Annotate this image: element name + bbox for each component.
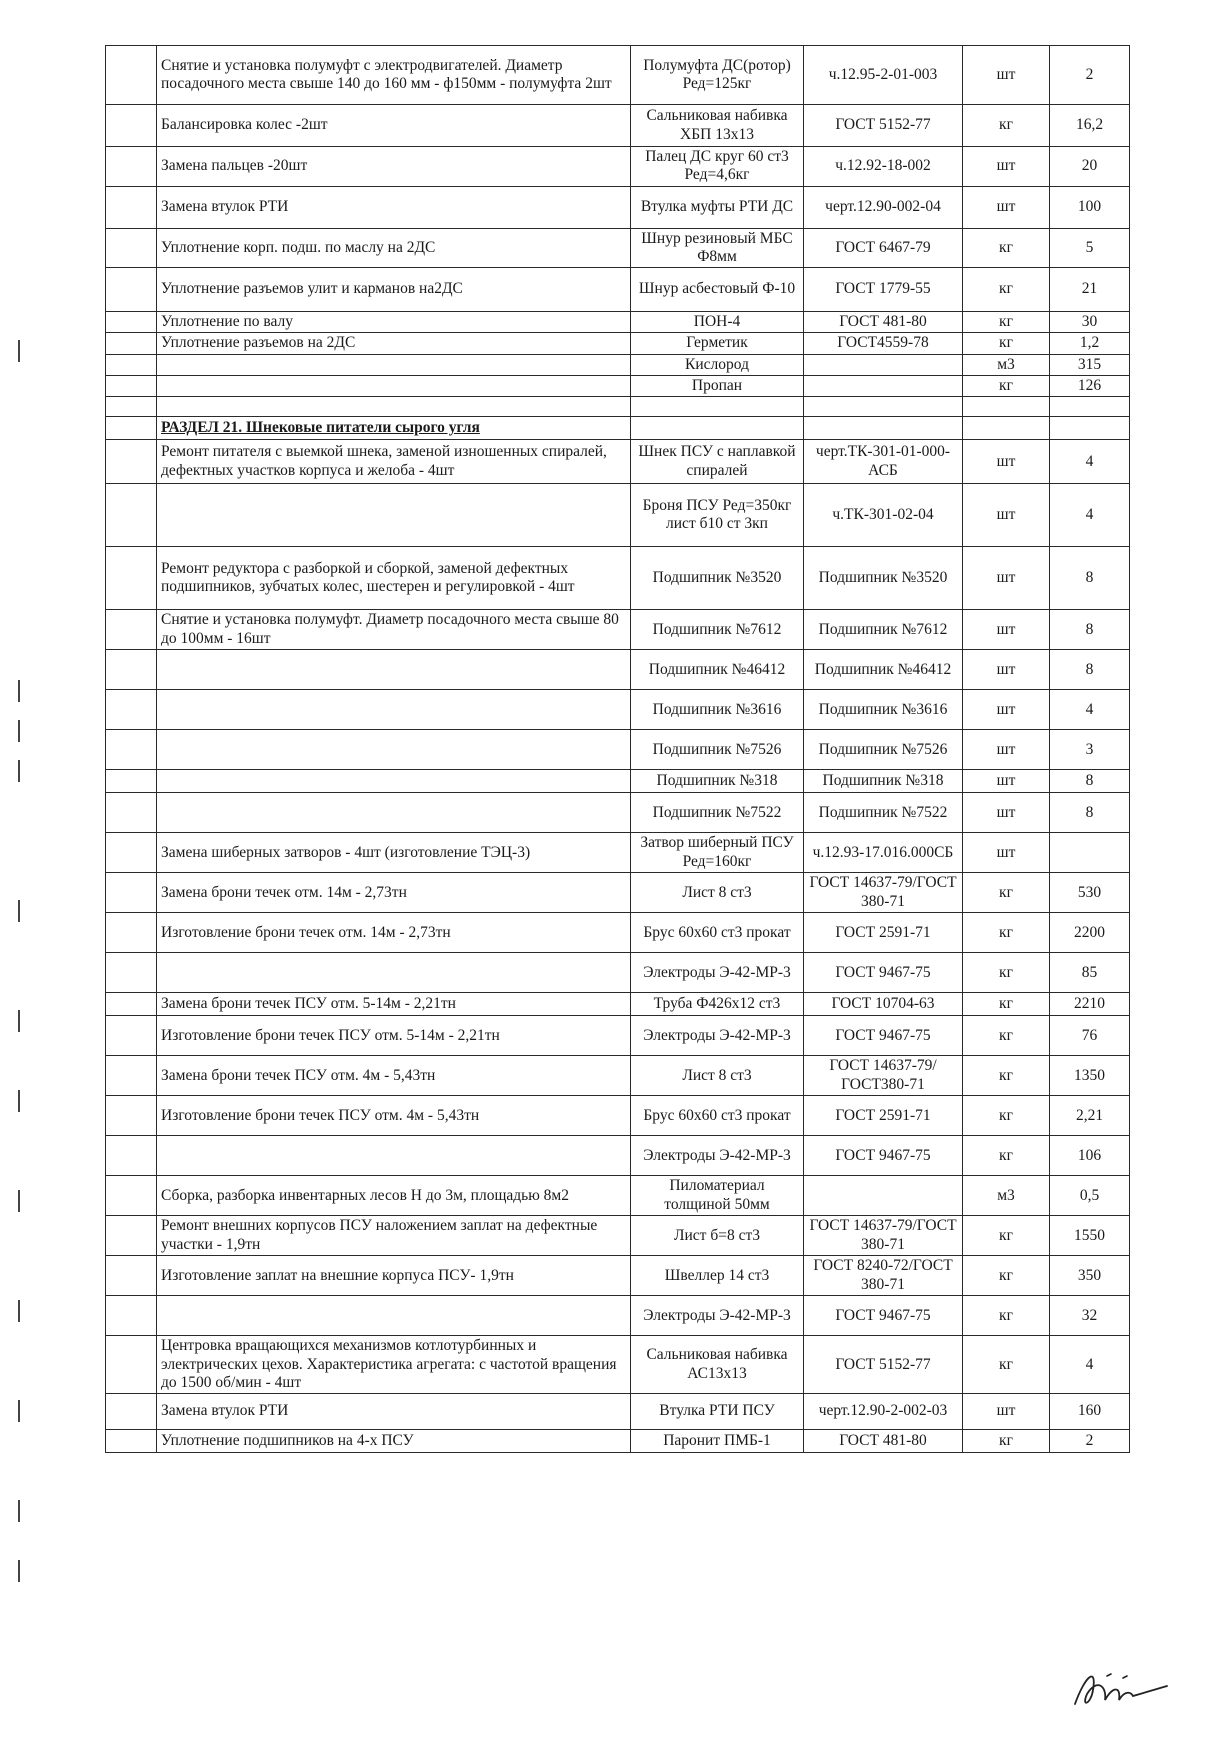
table-row <box>106 147 1130 187</box>
work-description: Ремонт питателя с выемкой шнека, заменой изношенных спиралей, дефектных участков корпуса и желоба - 4шт <box>157 440 631 484</box>
row-number-cell <box>106 484 157 547</box>
work-description <box>157 770 631 793</box>
table-row <box>106 913 1130 953</box>
row-number-cell <box>106 1256 157 1296</box>
table-row <box>106 770 1130 793</box>
table-row <box>106 417 1130 440</box>
quantity-value: 1550 <box>1050 1216 1130 1256</box>
standard-reference: ГОСТ 14637-79/ГОСТ 380-71 <box>804 1216 963 1256</box>
quantity-value: 16,2 <box>1050 105 1130 147</box>
quantity-value: 2210 <box>1050 993 1130 1016</box>
standard-reference: ГОСТ 9467-75 <box>804 953 963 993</box>
work-description: Уплотнение разъемов улит и карманов на2ДС <box>157 268 631 312</box>
standard-reference: Подшипник №3520 <box>804 547 963 610</box>
unit-of-measure: шт <box>963 1394 1050 1430</box>
row-number-cell <box>106 1216 157 1256</box>
table-row <box>106 228 1130 268</box>
row-number-cell <box>106 147 157 187</box>
quantity-value: 8 <box>1050 547 1130 610</box>
material-name: Втулка муфты РТИ ДС <box>631 186 804 228</box>
work-description: Уплотнение разъемов на 2ДС <box>157 333 631 354</box>
row-number-cell <box>106 312 157 333</box>
quantity-value: 20 <box>1050 147 1130 187</box>
table-row <box>106 1336 1130 1394</box>
work-description: Ремонт редуктора с разборкой и сборкой, заменой дефектных подшипников, зубчатых колес, шестерен и регулировкой - 4шт <box>157 547 631 610</box>
table-row <box>106 1096 1130 1136</box>
material-name: Труба Ф426х12 ст3 <box>631 993 804 1016</box>
standard-reference: ГОСТ 9467-75 <box>804 1016 963 1056</box>
row-number-cell <box>106 770 157 793</box>
quantity-value: 4 <box>1050 690 1130 730</box>
unit-of-measure: шт <box>963 186 1050 228</box>
work-description: Уплотнение корп. подш. по маслу на 2ДС <box>157 228 631 268</box>
quantity-value: 2,21 <box>1050 1096 1130 1136</box>
unit-of-measure: кг <box>963 953 1050 993</box>
material-name: Подшипник №3616 <box>631 690 804 730</box>
table-row <box>106 1430 1130 1453</box>
material-name <box>631 397 804 417</box>
unit-of-measure: шт <box>963 833 1050 873</box>
work-description: Замена брони течек ПСУ отм. 5-14м - 2,21тн <box>157 993 631 1016</box>
table-row <box>106 46 1130 105</box>
works-table <box>105 45 1130 1453</box>
quantity-value: 32 <box>1050 1296 1130 1336</box>
work-description <box>157 793 631 833</box>
quantity-value <box>1050 417 1130 440</box>
binding-margin-marks <box>0 0 30 1744</box>
row-number-cell <box>106 186 157 228</box>
unit-of-measure: шт <box>963 440 1050 484</box>
standard-reference: ч.12.93-17.016.000СБ <box>804 833 963 873</box>
unit-of-measure: кг <box>963 375 1050 396</box>
work-description <box>157 397 631 417</box>
unit-of-measure: шт <box>963 147 1050 187</box>
work-description: Изготовление заплат на внешние корпуса ПСУ- 1,9тн <box>157 1256 631 1296</box>
standard-reference: черт.ТК-301-01-000-АСБ <box>804 440 963 484</box>
material-name: Шнур резиновый МБС Ф8мм <box>631 228 804 268</box>
standard-reference: Подшипник №7522 <box>804 793 963 833</box>
material-name: ПОН-4 <box>631 312 804 333</box>
unit-of-measure: кг <box>963 873 1050 913</box>
table-row <box>106 105 1130 147</box>
table-row <box>106 397 1130 417</box>
unit-of-measure: шт <box>963 610 1050 650</box>
quantity-value: 0,5 <box>1050 1176 1130 1216</box>
quantity-value: 76 <box>1050 1016 1130 1056</box>
row-number-cell <box>106 993 157 1016</box>
quantity-value: 8 <box>1050 793 1130 833</box>
row-number-cell <box>106 1056 157 1096</box>
material-name: Паронит ПМБ-1 <box>631 1430 804 1453</box>
unit-of-measure: кг <box>963 105 1050 147</box>
unit-of-measure: кг <box>963 1016 1050 1056</box>
standard-reference: Подшипник №7612 <box>804 610 963 650</box>
standard-reference: ГОСТ 6467-79 <box>804 228 963 268</box>
quantity-value: 100 <box>1050 186 1130 228</box>
standard-reference: Подшипник №318 <box>804 770 963 793</box>
quantity-value <box>1050 833 1130 873</box>
row-number-cell <box>106 1136 157 1176</box>
material-name: Подшипник №318 <box>631 770 804 793</box>
standard-reference: ГОСТ 9467-75 <box>804 1296 963 1336</box>
signature-mark <box>1067 1656 1177 1716</box>
unit-of-measure: м3 <box>963 354 1050 375</box>
quantity-value <box>1050 397 1130 417</box>
row-number-cell <box>106 547 157 610</box>
unit-of-measure: шт <box>963 770 1050 793</box>
unit-of-measure <box>963 417 1050 440</box>
standard-reference: ГОСТ 2591-71 <box>804 913 963 953</box>
work-description: Замена втулок РТИ <box>157 186 631 228</box>
quantity-value: 8 <box>1050 770 1130 793</box>
row-number-cell <box>106 333 157 354</box>
table-row <box>106 1056 1130 1096</box>
row-number-cell <box>106 1430 157 1453</box>
unit-of-measure: кг <box>963 1336 1050 1394</box>
table-row <box>106 690 1130 730</box>
work-description: Изготовление брони течек ПСУ отм. 4м - 5,43тн <box>157 1096 631 1136</box>
material-name: Электроды Э-42-МР-3 <box>631 953 804 993</box>
standard-reference: ГОСТ 1779-55 <box>804 268 963 312</box>
material-name <box>631 417 804 440</box>
table-row <box>106 354 1130 375</box>
material-name: Шнек ПСУ с наплавкой спиралей <box>631 440 804 484</box>
table-row <box>106 440 1130 484</box>
unit-of-measure: кг <box>963 993 1050 1016</box>
material-name: Брус 60х60 ст3 прокат <box>631 1096 804 1136</box>
material-name: Брус 60х60 ст3 прокат <box>631 913 804 953</box>
work-description: Изготовление брони течек ПСУ отм. 5-14м - 2,21тн <box>157 1016 631 1056</box>
works-table-body <box>106 46 1130 1453</box>
table-row <box>106 793 1130 833</box>
material-name: Подшипник №7526 <box>631 730 804 770</box>
quantity-value: 126 <box>1050 375 1130 396</box>
work-description: Уплотнение подшипников на 4-х ПСУ <box>157 1430 631 1453</box>
unit-of-measure: шт <box>963 46 1050 105</box>
quantity-value: 2 <box>1050 46 1130 105</box>
table-row <box>106 375 1130 396</box>
quantity-value: 8 <box>1050 610 1130 650</box>
standard-reference: ГОСТ 5152-77 <box>804 1336 963 1394</box>
material-name: Сальниковая набивка ХБП 13х13 <box>631 105 804 147</box>
row-number-cell <box>106 730 157 770</box>
quantity-value: 315 <box>1050 354 1130 375</box>
row-number-cell <box>106 354 157 375</box>
unit-of-measure: кг <box>963 312 1050 333</box>
standard-reference: Подшипник №7526 <box>804 730 963 770</box>
row-number-cell <box>106 610 157 650</box>
row-number-cell <box>106 397 157 417</box>
row-number-cell <box>106 440 157 484</box>
row-number-cell <box>106 833 157 873</box>
table-row <box>106 312 1130 333</box>
row-number-cell <box>106 953 157 993</box>
unit-of-measure: кг <box>963 1256 1050 1296</box>
work-description <box>157 375 631 396</box>
work-description <box>157 354 631 375</box>
unit-of-measure: шт <box>963 793 1050 833</box>
material-name: Лист б=8 ст3 <box>631 1216 804 1256</box>
work-description: Снятие и установка полумуфт с электродвигателей. Диаметр посадочного места свыше 140 до 160 мм - ф150мм - полумуфта 2шт <box>157 46 631 105</box>
material-name: Лист 8 ст3 <box>631 873 804 913</box>
material-name: Шнур асбестовый Ф-10 <box>631 268 804 312</box>
standard-reference: Подшипник №3616 <box>804 690 963 730</box>
material-name: Подшипник №7522 <box>631 793 804 833</box>
quantity-value: 5 <box>1050 228 1130 268</box>
unit-of-measure: кг <box>963 1430 1050 1453</box>
work-description: Замена брони течек отм. 14м - 2,73тн <box>157 873 631 913</box>
unit-of-measure: кг <box>963 1096 1050 1136</box>
material-name: Пропан <box>631 375 804 396</box>
material-name: Швеллер 14 ст3 <box>631 1256 804 1296</box>
material-name: Лист 8 ст3 <box>631 1056 804 1096</box>
table-row <box>106 1016 1130 1056</box>
quantity-value: 21 <box>1050 268 1130 312</box>
row-number-cell <box>106 375 157 396</box>
work-description: Изготовление брони течек отм. 14м - 2,73тн <box>157 913 631 953</box>
unit-of-measure: шт <box>963 650 1050 690</box>
row-number-cell <box>106 913 157 953</box>
quantity-value: 85 <box>1050 953 1130 993</box>
row-number-cell <box>106 793 157 833</box>
material-name: Втулка РТИ ПСУ <box>631 1394 804 1430</box>
row-number-cell <box>106 268 157 312</box>
unit-of-measure: кг <box>963 268 1050 312</box>
table-row <box>106 730 1130 770</box>
standard-reference: ч.ТК-301-02-04 <box>804 484 963 547</box>
table-row <box>106 993 1130 1016</box>
table-row <box>106 610 1130 650</box>
unit-of-measure: шт <box>963 730 1050 770</box>
quantity-value: 3 <box>1050 730 1130 770</box>
table-row <box>106 484 1130 547</box>
standard-reference <box>804 417 963 440</box>
table-row <box>106 953 1130 993</box>
material-name: Затвор шиберный ПСУ Ред=160кг <box>631 833 804 873</box>
work-description: Снятие и установка полумуфт. Диаметр посадочного места свыше 80 до 100мм - 16шт <box>157 610 631 650</box>
row-number-cell <box>106 105 157 147</box>
unit-of-measure: кг <box>963 1056 1050 1096</box>
standard-reference <box>804 375 963 396</box>
work-description: Замена втулок РТИ <box>157 1394 631 1430</box>
material-name: Электроды Э-42-МР-3 <box>631 1136 804 1176</box>
document-sheet <box>105 45 1130 1453</box>
quantity-value: 2200 <box>1050 913 1130 953</box>
standard-reference: ч.12.92-18-002 <box>804 147 963 187</box>
work-description: Уплотнение по валу <box>157 312 631 333</box>
standard-reference: ГОСТ 14637-79/ГОСТ 380-71 <box>804 873 963 913</box>
work-description: Сборка, разборка инвентарных лесов Н до 3м, площадью 8м2 <box>157 1176 631 1216</box>
unit-of-measure: кг <box>963 913 1050 953</box>
standard-reference: ГОСТ 481-80 <box>804 1430 963 1453</box>
material-name: Сальниковая набивка АС13х13 <box>631 1336 804 1394</box>
row-number-cell <box>106 228 157 268</box>
standard-reference: ГОСТ4559-78 <box>804 333 963 354</box>
quantity-value: 1,2 <box>1050 333 1130 354</box>
quantity-value: 2 <box>1050 1430 1130 1453</box>
standard-reference: ГОСТ 5152-77 <box>804 105 963 147</box>
row-number-cell <box>106 1096 157 1136</box>
quantity-value: 1350 <box>1050 1056 1130 1096</box>
standard-reference: ГОСТ 481-80 <box>804 312 963 333</box>
standard-reference <box>804 354 963 375</box>
quantity-value: 4 <box>1050 440 1130 484</box>
work-description: Замена брони течек ПСУ отм. 4м - 5,43тн <box>157 1056 631 1096</box>
quantity-value: 350 <box>1050 1256 1130 1296</box>
row-number-cell <box>106 417 157 440</box>
row-number-cell <box>106 1336 157 1394</box>
material-name: Броня ПСУ Ред=350кг лист б10 ст 3кп <box>631 484 804 547</box>
material-name: Подшипник №7612 <box>631 610 804 650</box>
row-number-cell <box>106 1176 157 1216</box>
row-number-cell <box>106 1394 157 1430</box>
quantity-value: 4 <box>1050 484 1130 547</box>
standard-reference: ч.12.95-2-01-003 <box>804 46 963 105</box>
material-name: Палец ДС круг 60 ст3 Ред=4,6кг <box>631 147 804 187</box>
table-row <box>106 1216 1130 1256</box>
table-row <box>106 333 1130 354</box>
row-number-cell <box>106 1296 157 1336</box>
work-description <box>157 953 631 993</box>
table-row <box>106 1394 1130 1430</box>
section-heading: РАЗДЕЛ 21. Шнековые питатели сырого угля <box>157 417 631 440</box>
material-name: Электроды Э-42-МР-3 <box>631 1016 804 1056</box>
quantity-value: 4 <box>1050 1336 1130 1394</box>
row-number-cell <box>106 46 157 105</box>
unit-of-measure <box>963 397 1050 417</box>
standard-reference <box>804 397 963 417</box>
standard-reference: черт.12.90-2-002-03 <box>804 1394 963 1430</box>
unit-of-measure: кг <box>963 1136 1050 1176</box>
work-description: Замена шиберных затворов - 4шт (изготовление ТЭЦ-3) <box>157 833 631 873</box>
work-description <box>157 1296 631 1336</box>
unit-of-measure: шт <box>963 547 1050 610</box>
table-row <box>106 1176 1130 1216</box>
material-name: Подшипник №3520 <box>631 547 804 610</box>
material-name: Подшипник №46412 <box>631 650 804 690</box>
work-description: Балансировка колес -2шт <box>157 105 631 147</box>
standard-reference: ГОСТ 9467-75 <box>804 1136 963 1176</box>
unit-of-measure: шт <box>963 484 1050 547</box>
unit-of-measure: кг <box>963 1216 1050 1256</box>
table-row <box>106 1256 1130 1296</box>
work-description <box>157 690 631 730</box>
table-row <box>106 547 1130 610</box>
row-number-cell <box>106 650 157 690</box>
table-row <box>106 1136 1130 1176</box>
table-row <box>106 1296 1130 1336</box>
work-description <box>157 730 631 770</box>
unit-of-measure: кг <box>963 228 1050 268</box>
unit-of-measure: кг <box>963 333 1050 354</box>
row-number-cell <box>106 690 157 730</box>
material-name: Электроды Э-42-МР-3 <box>631 1296 804 1336</box>
quantity-value: 30 <box>1050 312 1130 333</box>
work-description: Ремонт внешних корпусов ПСУ наложением заплат на дефектные участки - 1,9тн <box>157 1216 631 1256</box>
unit-of-measure: м3 <box>963 1176 1050 1216</box>
table-row <box>106 873 1130 913</box>
standard-reference: ГОСТ 2591-71 <box>804 1096 963 1136</box>
standard-reference: ГОСТ 10704-63 <box>804 993 963 1016</box>
work-description <box>157 1136 631 1176</box>
row-number-cell <box>106 873 157 913</box>
quantity-value: 106 <box>1050 1136 1130 1176</box>
standard-reference: Подшипник №46412 <box>804 650 963 690</box>
table-row <box>106 186 1130 228</box>
material-name: Полумуфта ДС(ротор) Ред=125кг <box>631 46 804 105</box>
work-description <box>157 484 631 547</box>
quantity-value: 8 <box>1050 650 1130 690</box>
unit-of-measure: шт <box>963 690 1050 730</box>
standard-reference: ГОСТ 8240-72/ГОСТ 380-71 <box>804 1256 963 1296</box>
standard-reference <box>804 1176 963 1216</box>
quantity-value: 530 <box>1050 873 1130 913</box>
standard-reference: ГОСТ 14637-79/ГОСТ380-71 <box>804 1056 963 1096</box>
table-row <box>106 833 1130 873</box>
work-description: Центровка вращающихся механизмов котлотурбинных и электрических цехов. Характеристика агрегата: с частотой вращения до 1500 об/мин - 4шт <box>157 1336 631 1394</box>
table-row <box>106 650 1130 690</box>
row-number-cell <box>106 1016 157 1056</box>
material-name: Кислород <box>631 354 804 375</box>
unit-of-measure: кг <box>963 1296 1050 1336</box>
standard-reference: черт.12.90-002-04 <box>804 186 963 228</box>
work-description: Замена пальцев -20шт <box>157 147 631 187</box>
table-row <box>106 268 1130 312</box>
material-name: Пиломатериал толщиной 50мм <box>631 1176 804 1216</box>
quantity-value: 160 <box>1050 1394 1130 1430</box>
work-description <box>157 650 631 690</box>
material-name: Герметик <box>631 333 804 354</box>
